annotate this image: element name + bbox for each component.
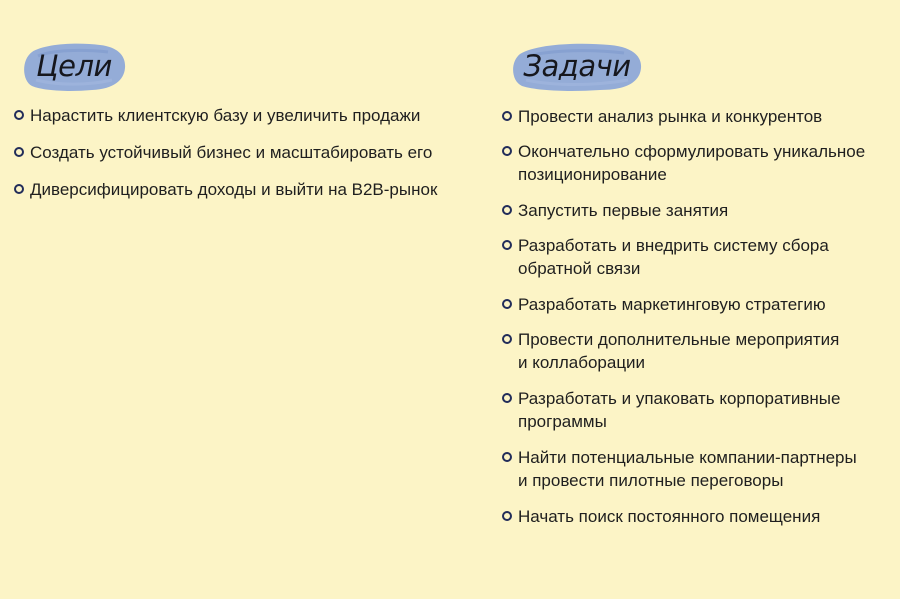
task-item	[502, 446, 897, 492]
task-item-text: Разработать и упаковать корпоративные	[518, 389, 841, 408]
task-item-text: Начать поиск постоянного помещения	[518, 507, 821, 526]
bullet-icon	[502, 111, 512, 121]
task-item-text: Провести анализ рынка и конкурентов	[518, 107, 823, 126]
tasks-title: Задачи	[523, 49, 631, 83]
goals-list	[14, 104, 484, 215]
bullet-icon	[14, 147, 24, 157]
tasks-heading-highlight	[512, 42, 642, 92]
goal-item	[14, 141, 484, 164]
task-item-text: Разработать маркетинговую стратегию	[518, 295, 826, 314]
bullet-icon	[502, 511, 512, 521]
task-item-text: и провести пилотные переговоры	[518, 471, 784, 490]
task-item-text: и коллаборации	[518, 353, 646, 372]
bullet-icon	[502, 393, 512, 403]
task-item-text: Найти потенциальные компании-партнеры	[518, 448, 857, 467]
goal-item-text: Создать устойчивый бизнес и масштабировать его	[30, 143, 433, 162]
task-item	[502, 234, 897, 280]
bullet-icon	[14, 184, 24, 194]
goal-item-text: Нарастить клиентскую базу и увеличить продажи	[30, 106, 421, 125]
goal-item	[14, 178, 484, 201]
goals-title: Цели	[36, 49, 112, 83]
bullet-icon	[502, 205, 512, 215]
task-item-text: Провести дополнительные мероприятия	[518, 330, 840, 349]
bullet-icon	[502, 452, 512, 462]
task-item	[502, 105, 897, 128]
task-item-text: Запустить первые занятия	[518, 201, 729, 220]
bullet-icon	[502, 299, 512, 309]
task-item	[502, 328, 897, 374]
bullet-icon	[502, 334, 512, 344]
bullet-icon	[502, 240, 512, 250]
bullet-icon	[14, 110, 24, 120]
task-item	[502, 140, 897, 186]
tasks-list	[502, 105, 897, 540]
task-item	[502, 293, 897, 316]
bullet-icon	[502, 146, 512, 156]
goal-item	[14, 104, 484, 127]
task-item-text: позиционирование	[518, 165, 667, 184]
task-item	[502, 199, 897, 222]
task-item-text: Разработать и внедрить систему сбора	[518, 236, 829, 255]
task-item-text: обратной связи	[518, 259, 641, 278]
task-item	[502, 505, 897, 528]
goals-heading-highlight	[22, 42, 126, 92]
task-item-text: Окончательно сформулировать уникальное	[518, 142, 866, 161]
goal-item-text: Диверсифицировать доходы и выйти на B2B-рынок	[30, 180, 438, 199]
task-item-text: программы	[518, 412, 607, 431]
task-item	[502, 387, 897, 433]
